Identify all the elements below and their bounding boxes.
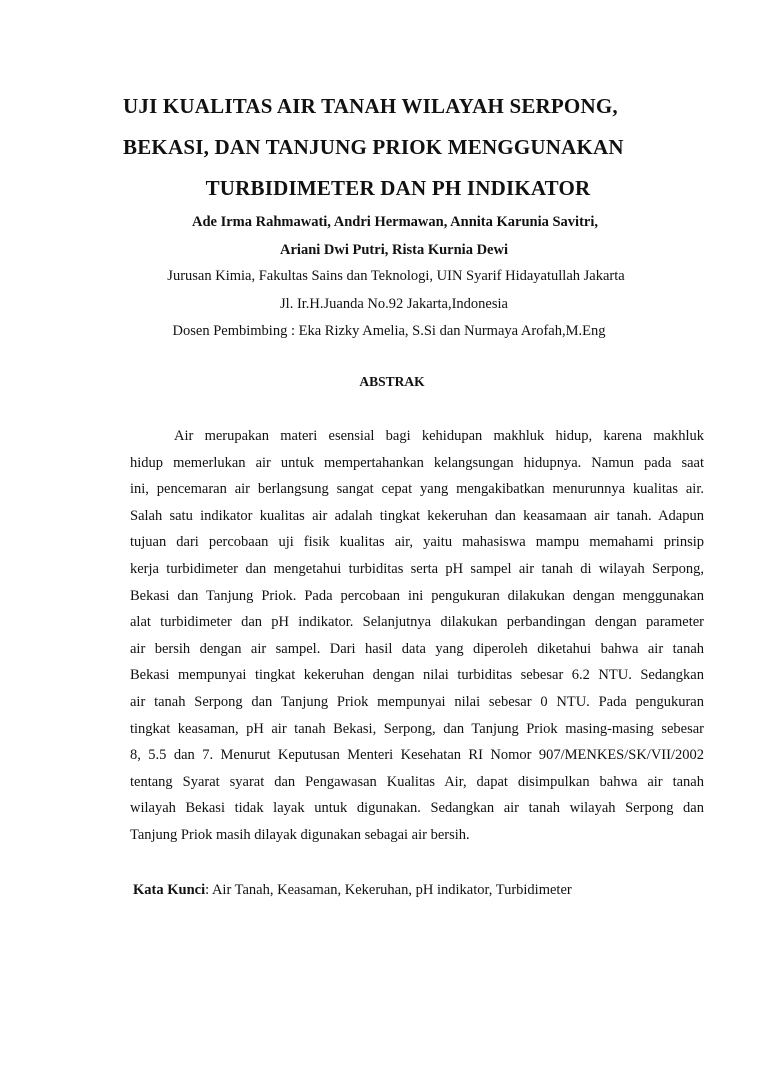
authors-line-1: Ade Irma Rahmawati, Andri Hermawan, Annita Karunia Savitri, [191, 214, 598, 230]
keywords [133, 882, 572, 899]
abstract-line: tujuan dari percobaan uji fisik kualitas air, yaitu mahasiswa mampu memahami prinsip [130, 534, 704, 551]
authors-line-2: Ariani Dwi Putri, Rista Kurnia Dewi [280, 242, 508, 258]
abstract-line: kerja turbidimeter dan mengetahui turbiditas serta pH sampel air tanah di wilayah Serpong, [130, 560, 704, 577]
abstract-line: Bekasi dan Tanjung Priok. Pada percobaan ini pengukuran dilakukan dengan menggunakan [130, 587, 704, 604]
abstract-line: alat turbidimeter dan pH indikator. Selanjutnya dilakukan perbandingan dengan parameter [130, 614, 704, 631]
abstract-line: air bersih dengan air sampel. Dari hasil data yang diperoleh diketahui bahwa air tanah [130, 640, 704, 657]
abstract-body [130, 426, 704, 852]
abstract-line: tingkat keasaman, pH air tanah Bekasi, Serpong, dan Tanjung Priok masing-masing sebesar [130, 720, 704, 737]
keywords-label: Kata Kunci [133, 882, 206, 898]
title-line-1: UJI KUALITAS AIR TANAH WILAYAH SERPONG, [123, 94, 618, 118]
title-line-3: TURBIDIMETER DAN PH INDIKATOR [205, 176, 591, 200]
abstract-line: air tanah Serpong dan Tanjung Priok mempunyai nilai sebesar 0 NTU. Pada pengukuran [130, 693, 704, 710]
abstract-line: Air merupakan materi esensial bagi kehidupan makhluk hidup, karena makhluk [174, 428, 704, 444]
abstract-line: Bekasi mempunyai tingkat kekeruhan dengan nilai turbiditas sebesar 6.2 NTU. Sedangkan [130, 667, 704, 684]
affiliation-supervisors: Dosen Pembimbing : Eka Rizky Amelia, S.Si dan Nurmaya Arofah,M.Eng [172, 323, 606, 339]
abstract-line: 8, 5.5 dan 7. Menurut Keputusan Menteri Kesehatan RI Nomor 907/MENKES/SK/VII/2002 [130, 747, 704, 764]
abstract-line: wilayah Bekasi tidak layak untuk digunakan. Sedangkan air tanah wilayah Serpong dan [130, 800, 704, 817]
abstract-line: Tanjung Priok masih dilayak digunakan sebagai air bersih. [130, 826, 470, 843]
abstract-line: Salah satu indikator kualitas air adalah tingkat kekeruhan dan keasamaan air tanah. Adapun [130, 507, 704, 524]
abstract-line: hidup memerlukan air untuk mempertahankan kelangsungan hidupnya. Namun pada saat [130, 454, 704, 471]
abstract-line: tentang Syarat syarat dan Pengawasan Kualitas Air, dapat disimpulkan bahwa air tanah [130, 773, 704, 790]
affiliation-institution: Jurusan Kimia, Fakultas Sains dan Teknologi, UIN Syarif Hidayatullah Jakarta [167, 268, 625, 284]
abstract-line: ini, pencemaran air berlangsung sangat cepat yang mengakibatkan menurunnya kualitas air. [130, 481, 704, 498]
title-line-2: BEKASI, DAN TANJUNG PRIOK MENGGUNAKAN [123, 135, 624, 159]
keywords-text: : Air Tanah, Keasaman, Kekeruhan, pH indikator, Turbidimeter [205, 882, 572, 898]
affiliation-address: Jl. Ir.H.Juanda No.92 Jakarta,Indonesia [280, 296, 508, 312]
abstract-heading: ABSTRAK [359, 374, 425, 389]
